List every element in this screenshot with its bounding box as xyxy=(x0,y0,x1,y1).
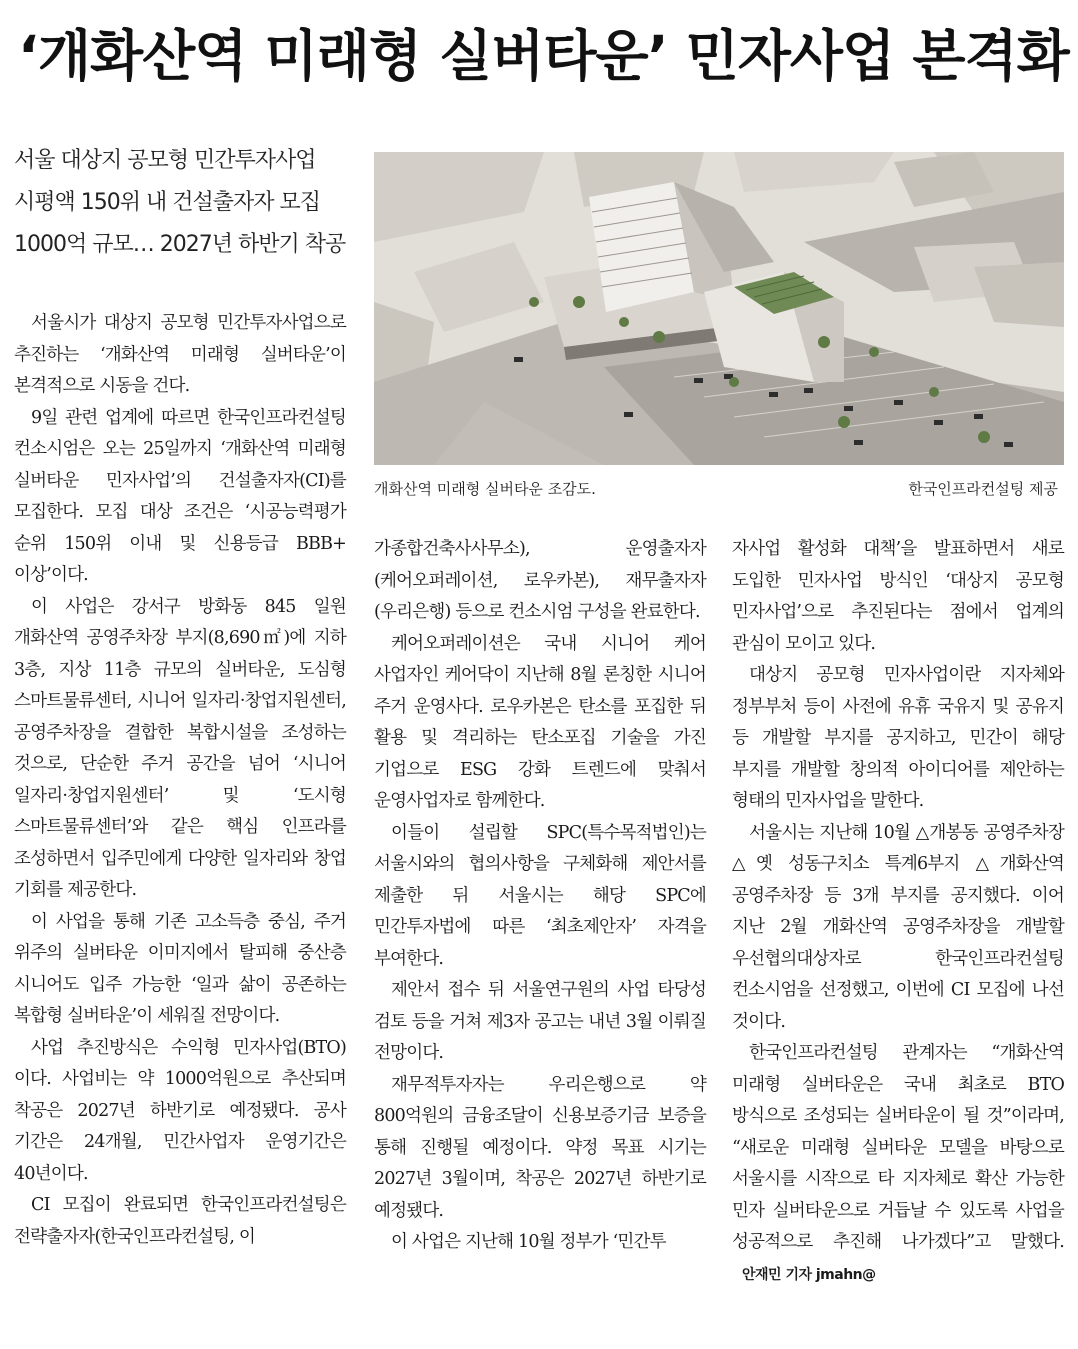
paragraph: 자사업 활성화 대책’을 발표하면서 새로 도입한 민자사업 방식인 ‘대상지 공모형 민자사업’으로 추진된다는 점에서 업계의 관심이 모이고 있다. xyxy=(732,539,1064,654)
subheadline: 서울 대상지 공모형 민간투자사업 xyxy=(14,148,316,173)
paragraph: 이 사업을 통해 기존 고소득층 중심, 주거 위주의 실버타운 이미지에서 탈피해 중산층 시니어도 입주 가능한 ‘일과 삶이 공존하는 복합형 실버타운’이 세워질 전망이다. xyxy=(14,911,346,1026)
paragraph: 9일 관련 업계에 따르면 한국인프라컨설팅 컨소시엄은 오는 25일까지 ‘개화산역 미래형 실버타운 민자사업’의 건설출자자(CI)를 모집한다. 모집 대상 조건은 ‘시공능력평가 순위 150위 이내 및 신용등급 BBB+ 이상’이다. xyxy=(14,407,346,585)
article-column-1 xyxy=(14,308,346,1253)
photo-caption-bar xyxy=(374,475,1064,503)
paragraph: 서울시는 지난해 10월 △개봉동 공영주차장 △옛 성동구치소 특계6부지 △개화산역 공영주차장 등 3개 부지를 공지했다. 이어 지난 2월 개화산역 공영주차장을 개발할 우선협의대상자로 한국인프라컨설팅 컨소시엄을 선정했고, 이번에 CI 모집에 나선 것이다. xyxy=(732,822,1064,1032)
paragraph: 이들이 설립할 SPC(특수목적법인)는 서울시와의 협의사항을 구체화해 제안서를 제출한 뒤 서울시는 해당 SPC에 민간투자법에 따른 ‘최초제안자’ 자격을 부여한다. xyxy=(374,822,706,969)
paragraph: 사업 추진방식은 수익형 민자사업(BTO)이다. 사업비는 약 1000억원으로 추산되며 착공은 2027년 하반기로 예정됐다. 공사 기간은 24개월, 민간사업자 운영기간은 40년이다. xyxy=(14,1037,346,1184)
photo-credit: 한국인프라컨설팅 제공 xyxy=(908,480,1058,498)
article-column-3 xyxy=(732,534,1064,1291)
paragraph: 케어오퍼레이션은 국내 시니어 케어 사업자인 케어닥이 지난해 8월 론칭한 시니어 주거 운영사다. 로우카본은 탄소를 포집한 뒤 활용 및 격리하는 탄소포집 기술을 가진 기업으로 ESG 강화 트렌드에 맞춰서 운영사업자로 함께한다. xyxy=(374,633,706,811)
paragraph: 한국인프라컨설팅 관계자는 “개화산역 미래형 실버타운은 국내 최초로 BTO 방식으로 조성되는 실버타운이 될 것”이라며, “새로운 미래형 실버타운 모델을 바탕으로 서울시를 시작으로 타 지자체로 확산 가능한 민자 실버타운으로 거듭날 수 있도록 사업을 성공적으로 추진해 나가겠다”고 말했다. xyxy=(732,1043,1064,1252)
paragraph: 이 사업은 지난해 10월 정부가 ‘민간투 xyxy=(391,1232,666,1252)
paragraph: 서울시가 대상지 공모형 민간투자사업으로 추진하는 ‘개화산역 미래형 실버타운’이 본격적으로 시동을 건다. xyxy=(14,313,346,396)
photo-caption: 개화산역 미래형 실버타운 조감도. xyxy=(374,480,596,498)
rendering-photo xyxy=(374,152,1064,465)
subheadline: 시평액 150위 내 건설출자자 모집 xyxy=(14,190,320,215)
subheadline: 1000억 규모… 2027년 하반기 착공 xyxy=(14,232,346,257)
article-column-2 xyxy=(374,534,706,1259)
paragraph: 재무적투자자는 우리은행으로 약 800억원의 금융조달이 신용보증기금 보증을 통해 진행될 예정이다. 약정 목표 시기는 2027년 3월이며, 착공은 2027년 하반기로 예정됐다. xyxy=(374,1074,706,1221)
silver-town-rendering-image xyxy=(374,152,1064,465)
paragraph: 대상지 공모형 민자사업이란 지자체와 정부부처 등이 사전에 유휴 국유지 및 공유지 등 개발할 부지를 공지하고, 민간이 해당 부지를 개발할 창의적 아이디어를 제안하는 형태의 민자사업을 말한다. xyxy=(732,665,1064,811)
paragraph: 제안서 접수 뒤 서울연구원의 사업 타당성 검토 등을 거쳐 제3자 공고는 내년 3월 이뤄질 전망이다. xyxy=(374,980,706,1063)
byline: 안재민 기자 jmahn@ xyxy=(742,1266,876,1283)
subheadline-block xyxy=(14,140,354,266)
paragraph: 이 사업은 강서구 방화동 845 일원 개화산역 공영주차장 부지(8,690㎡)에 지하 3층, 지상 11층 규모의 실버타운, 도심형 스마트물류센터, 시니어 일자리·창업지원센터, 공영주차장을 결합한 복합시설을 조성하는 것으로, 단순한 주거 공간을 넘어 ‘시니어 일자리·창업지원센터’ 및 ‘도시형 스마트물류센터’와 같은 핵심 인프라를 조성하면서 입주민에게 다양한 일자리와 창업 기회를 제공한다. xyxy=(14,596,346,900)
paragraph: CI 모집이 완료되면 한국인프라컨설팅은 전략출자자(한국인프라컨설팅, 이 xyxy=(14,1195,346,1247)
paragraph: 가종합건축사사무소), 운영출자자(케어오퍼레이션, 로우카본), 재무출자자(우리은행) 등으로 컨소시엄 구성을 완료한다. xyxy=(374,539,706,622)
paragraph-with-byline xyxy=(732,1038,1064,1291)
headline: ‘개화산역 미래형 실버타운’ 민자사업 본격화 xyxy=(18,24,1069,88)
